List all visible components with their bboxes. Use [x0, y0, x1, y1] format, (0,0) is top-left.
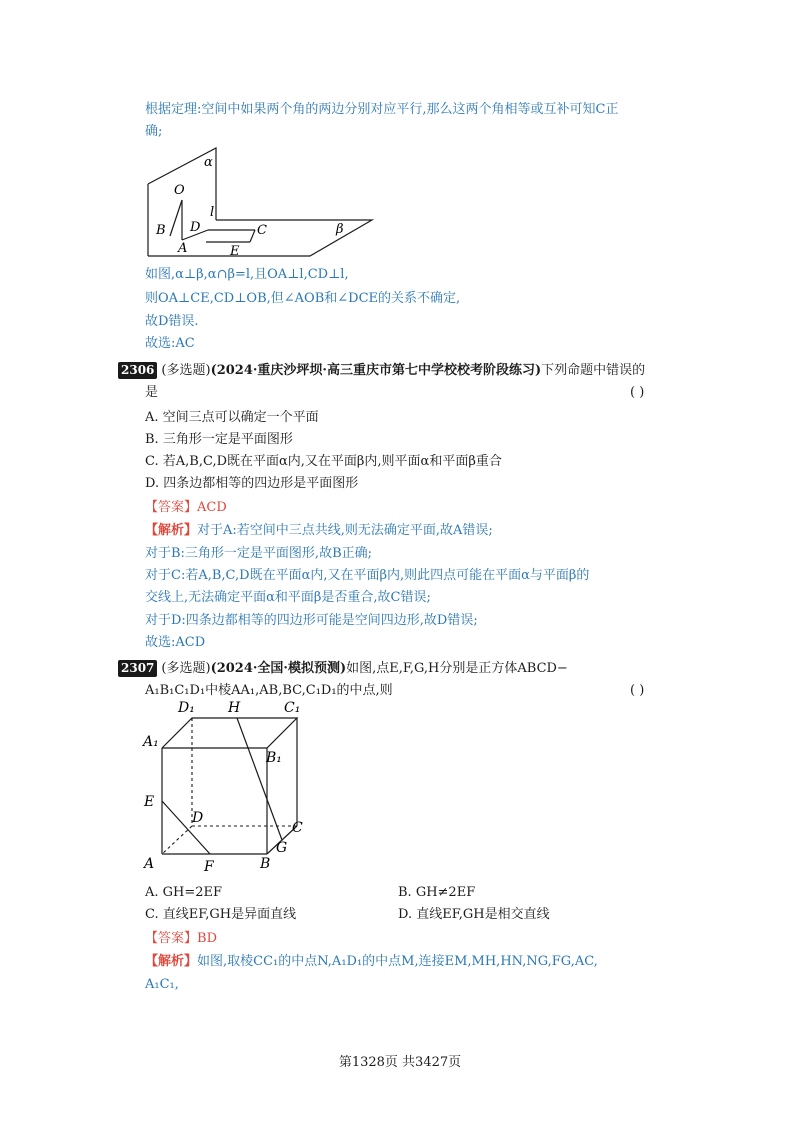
label-G: G [276, 840, 288, 856]
top-after-1: 如图,α⊥β,α∩β=l,且OA⊥l,CD⊥l, [145, 267, 349, 282]
q2307-analysis-tag: 【解析】 [145, 954, 198, 969]
q2306-stem [118, 362, 645, 380]
q2306-answer-value: ACD [197, 500, 227, 515]
q2307-analysis-text-1: 如图,取棱CC₁的中点N,A₁D₁的中点M,连接EM,MH,HN,NG,FG,AC, [197, 954, 598, 969]
label-C: C [292, 820, 303, 836]
q2306-answer-tag: 【答案】 [145, 500, 198, 515]
q2306-analysis-3: 对于C:若A,B,C,D既在平面α内,又在平面β内,则此四点可能在平面α与平面β的 [145, 568, 590, 583]
label-D1: D₁ [178, 700, 195, 716]
q2306-stem-line2: 是 [145, 385, 159, 400]
top-line-1: 根据定理:空间中如果两个角的两边分别对应平行,那么这两个角相等或互补可知C正 [145, 102, 619, 117]
q2307-stem-1: 如图,点E,F,G,H分别是正方体ABCD− [346, 661, 568, 676]
q2306-option-b: B. 三角形一定是平面图形 [145, 432, 293, 447]
q2307-source: (2024·全国·模拟预测) [210, 661, 347, 676]
q2307-paren: ( ) [630, 683, 645, 698]
label-B: B [156, 223, 166, 238]
q2306-analysis-text-1: 对于A:若空间中三点共线,则无法确定平面,故A错误; [197, 523, 493, 538]
label-B: B [260, 856, 271, 872]
label-H: H [228, 700, 241, 716]
q2306-source: (2024·重庆沙坪坝·高三重庆市第七中学校校考阶段练习) [210, 363, 542, 378]
label-E: E [230, 244, 240, 259]
top-after-2: 则OA⊥CE,CD⊥OB,但∠AOB和∠DCE的关系不确定, [145, 291, 461, 306]
page-footer: 第1328页 共3427页 [338, 1055, 462, 1070]
q2306-analysis-5: 对于D:四条边都相等的四边形可能是空间四边形,故D错误; [145, 613, 478, 628]
q2306-stem-tail: 下列命题中错误的 [541, 363, 646, 378]
top-after-4: 故选:AC [145, 336, 195, 351]
top-line-2: 确; [145, 124, 163, 139]
label-l: l [210, 205, 215, 220]
q2306-number: 2306 [118, 362, 157, 379]
label-beta: β [336, 222, 344, 237]
label-alpha: α [204, 155, 213, 170]
label-A1: A₁ [143, 734, 159, 750]
planes-figure [140, 140, 380, 265]
q2307-analysis-1 [145, 953, 598, 971]
label-A: A [178, 241, 188, 256]
q2307-type: (多选题) [161, 661, 211, 676]
q2307-answer-tag: 【答案】 [145, 931, 198, 946]
label-O: O [174, 183, 185, 198]
q2306-option-a: A. 空间三点可以确定一个平面 [145, 410, 319, 425]
label-F: F [204, 859, 214, 875]
q2306-option-d: D. 四条边都相等的四边形是平面图形 [145, 476, 359, 491]
q2306-analysis-6: 故选:ACD [145, 635, 206, 650]
q2307-option-a: A. GH=2EF [145, 885, 223, 900]
q2307-option-c: C. 直线EF,GH是异面直线 [145, 907, 297, 922]
q2307-answer [145, 930, 217, 948]
q2307-stem-2: A₁B₁C₁D₁中棱AA₁,AB,BC,C₁D₁的中点,则 [145, 683, 393, 698]
label-C1: C₁ [284, 700, 301, 716]
q2307-number: 2307 [118, 660, 157, 677]
top-after-3: 故D错误. [145, 314, 199, 329]
label-D: D [192, 810, 204, 826]
q2307-answer-value: BD [197, 931, 217, 946]
q2306-answer [145, 499, 227, 517]
q2306-analysis-1 [145, 522, 493, 540]
q2306-type: (多选题) [161, 363, 211, 378]
q2307-stem [118, 660, 568, 678]
label-C: C [257, 223, 267, 238]
label-D: D [190, 220, 201, 235]
q2306-analysis-4: 交线上,无法确定平面α和平面β是否重合,故C错误; [145, 590, 431, 605]
q2306-analysis-2: 对于B:三角形一定是平面图形,故B正确; [145, 546, 372, 561]
q2306-option-c: C. 若A,B,C,D既在平面α内,又在平面β内,则平面α和平面β重合 [145, 454, 502, 469]
q2306-paren: ( ) [630, 385, 645, 400]
cube-figure [140, 696, 315, 881]
q2306-analysis-tag: 【解析】 [145, 523, 198, 538]
label-E: E [144, 794, 155, 810]
label-B1: B₁ [266, 750, 282, 766]
q2307-option-b: B. GH≠2EF [398, 885, 476, 900]
label-A: A [144, 856, 155, 872]
q2307-analysis-2: A₁C₁, [145, 977, 179, 992]
q2307-option-d: D. 直线EF,GH是相交直线 [398, 907, 550, 922]
